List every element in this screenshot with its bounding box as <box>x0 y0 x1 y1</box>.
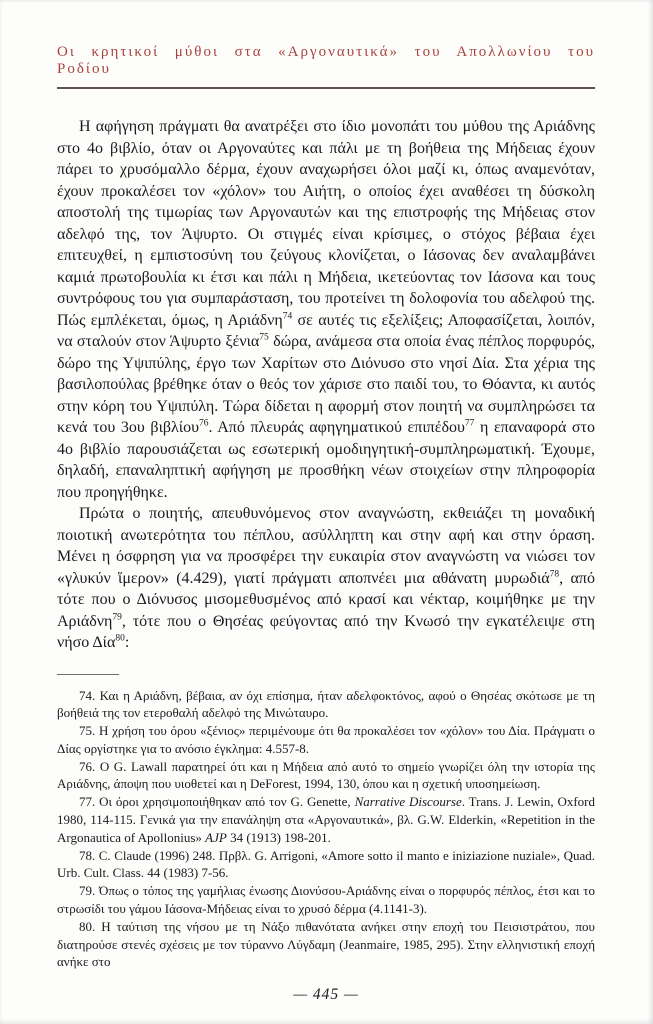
page-number: — 445 — <box>293 986 359 1004</box>
body-paragraph-1 <box>57 116 595 503</box>
footnotes-section <box>57 687 595 972</box>
text-run: . Trans. J. Lewin, Oxford 1980, 114-115. Γενικά για την επανάληψη στα «Αργοναυτικά», βλ. G.W. Elderkin, «Repetition in the Argonautica of Apollonius» <box>57 794 596 845</box>
text-run: Όπως ο τόπος της γαμήλιας ένωσης Διονύσου-Αριάδνης είναι ο πορφυρός πέπλος, έτσι και το στρωσίδι του γάμου Ιάσονα-Μήδειας είναι το χρυσό δέρμα (4.1141-3). <box>57 883 595 917</box>
footnote-76 <box>57 758 595 794</box>
footnote-77 <box>57 793 595 846</box>
text-run: . Από πλευράς αφηγηματικού επιπέδου <box>208 419 465 436</box>
footnote-75 <box>57 722 595 758</box>
footnote-79 <box>57 882 595 918</box>
italic-text: Narrative Discourse <box>354 794 462 810</box>
footnote-reference-marker: 77 <box>464 418 475 429</box>
footnote-reference-marker: 79 <box>112 612 122 623</box>
footnote-78 <box>57 847 595 883</box>
text-run: 34 (1913) 198-201. <box>226 829 331 845</box>
text-run: Η αφήγηση πράγματι θα ανατρέξει στο ίδιο μονοπάτι του μύθου της Αριάδνης στο 4ο βιβλίο, όταν οι Αργοναύτες και πάλι με τη βοήθεια της Μήδειας έχουν πάρει το χρυσόμαλλο δέρμα, έχουν αναχωρήσει όλοι μαζί κι, όπως αναμενόταν, έχουν προκαλέσει τον «χόλον» του Αιήτη, ο οποίος έχει αναθέσει τη δύσκολη αποστολή της τιμωρίας των Αργοναυτών και της επιστροφής της Μήδειας στον αδελφό της, τον Άψυρτο. Οι στιγμές είναι κρίσιμες, ο στόχος βέβαια έχει επιτευχθεί, η εμπιστοσύνη του ζεύγους κλονίζεται, ο Ιάσονας δεν αναλαμβάνει καμιά πρωτοβουλία κι έτσι και πάλι η Μήδεια, ικετεύοντας τον Ιάσονα και τους συντρόφους του για συμπαράσταση, του προτείνει τη δολοφονία του αδελφού της. Πώς εμπλέκεται, όμως, η Αριάδνη <box>57 118 595 329</box>
text-run: Η χρήση του όρου «ξένιος» περιμένουμε ότι θα προκαλέσει τον «χόλον» του Δία. Πράγματι ο Δίας οργίστηκε για το ανόσιο έγκλημα: 4.557-8. <box>57 723 596 756</box>
footnote-reference-marker: 78 <box>549 569 560 580</box>
text-run: , από τότε που ο Διόνυσος μισομεθυσμένος από κρασί και νέκταρ, κοιμήθηκε με την Αριάδνη <box>57 569 595 630</box>
page-title: Οι κρητικοί μύθοι στα «Αργοναυτικά» του Απολλωνίου του Ροδίου <box>57 44 595 89</box>
footnote-number: 80. <box>79 918 102 934</box>
footnote-number: 74. <box>79 687 100 703</box>
footnote-number: 78. <box>79 847 99 863</box>
footnote-reference-marker: 80 <box>115 633 125 644</box>
text-run: η επαναφορά στο 4ο βιβλίο παρουσιάζεται ως εσωτερική ομοδιηγητική-συμπληρωματική. Έχουμε, δηλαδή, επαναληπτική αφήγηση με προσθήκη νέων στοιχείων στην πληροφορία που προηγήθηκε. <box>57 419 595 501</box>
text-run: Και η Αριάδνη, βέβαια, αν όχι επίσημα, ήταν αδελφοκτόνος, αφού ο Θησέας σκότωσε με τη βοήθειά της τον ετεροθαλή αδελφό της Μινώταυρο. <box>57 687 596 721</box>
text-run: Πρώτα ο ποιητής, απευθυνόμενος στον αναγνώστη, εκθειάζει τη μοναδική ποιοτική ανωτερότητα του πέπλου, ασύλληπτη και στην αφή και στην όραση. Μένει η όσφρηση για να προσφέρει την ευκαιρία στον αναγνώστη να νιώσει τον «γλυκύν ἵμερον» (4.429), γιατί πράγματι αποπνέει μια αθάνατη μυρωδιά <box>57 505 595 587</box>
italic-text: AJP <box>205 829 227 845</box>
footnote-reference-marker: 76 <box>199 418 209 429</box>
text-run: Ο G. Lawall παρατηρεί ότι και η Μήδεια από αυτό το σημείο γνωρίζει όλη την ιστορία της Αριάδνης, άποψη που υιοθετεί και η DeForest, 1994, 130, όπου και η σχετική υποσημείωση. <box>57 758 596 792</box>
footnote-number: 77. <box>79 794 100 810</box>
footnote-74 <box>57 687 595 723</box>
footnote-80 <box>57 918 595 971</box>
text-run: σε αυτές τις εξελίξεις; Αποφασίζεται, λοιπόν, να σταλούν στον Άψυρτο ξένια <box>57 311 595 350</box>
footnote-number: 76. <box>79 758 100 774</box>
body-paragraph-2 <box>57 503 595 654</box>
footnote-reference-marker: 75 <box>259 332 269 343</box>
footnote-number: 79. <box>79 883 100 899</box>
footnote-separator <box>57 674 119 675</box>
text-run: : <box>124 634 130 651</box>
body-text <box>57 116 595 654</box>
footnote-number: 75. <box>79 723 99 739</box>
text-run: δώρα, ανάμεσα στα οποία ένας πέπλος πορφυρός, δώρο της Υψιπύλης, έργο των Χαρίτων στο Διόνυσο στο νησί Δία. Στα χέρια της βασιλοπούλας βρέθηκε όταν ο θεός τον χάρισε στο παιδί του, το Θόαντα, κι αυτός στην κόρη του Υψιπύλη. Τώρα δίδεται η αφορμή στον ποιητή να συμπληρώσει τα κενά του 3ου βιβλίου <box>57 333 595 436</box>
text-run: Η ταύτιση της νήσου με τη Νάξο πιθανότατα ανήκει στην εποχή του Πεισιστράτου, που διατηρούσε στενές σχέσεις με τον τύραννο Λύγδαμη (Jeanmaire, 1985, 295). Στην ελληνιστική εποχή ανήκε στο <box>57 918 595 970</box>
text-run: , τότε που ο Θησέας φεύγοντας από την Κνωσό την εγκατέλειψε στη νήσο Δία <box>57 612 595 651</box>
text-run: Οι όροι χρησιμοποιήθηκαν από τον G. Genette, <box>99 794 355 810</box>
text-run: C. Claude (1996) 248. Πρβλ. G. Arrigoni, «Amore sotto il manto e iniziazione nuziale», Quad. Urb. Cult. Class. 44 (1983) 7-56. <box>57 847 596 881</box>
footnote-reference-marker: 74 <box>282 311 293 322</box>
